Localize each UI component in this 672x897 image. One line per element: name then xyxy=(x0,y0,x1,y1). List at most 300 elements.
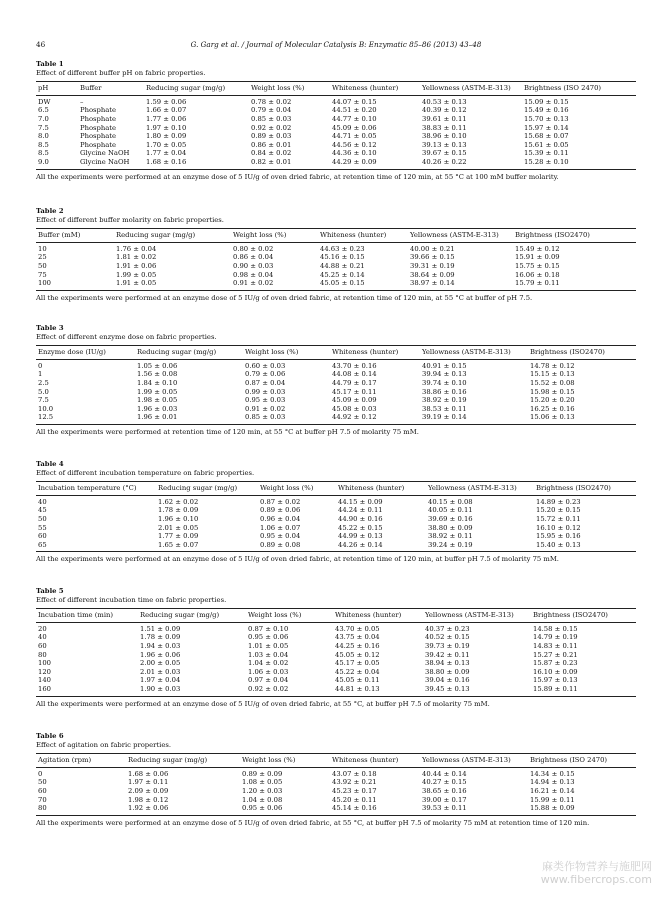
table-cell: 1.97 ± 0.10 xyxy=(146,123,187,132)
table-cell: 14.89 ± 0.23 xyxy=(536,497,581,506)
table-cell: 39.42 ± 0.11 xyxy=(425,650,470,659)
table-cell: 1.80 ± 0.09 xyxy=(146,132,187,141)
table-cell: 44.71 ± 0.05 xyxy=(332,132,377,141)
table-cell: 0.95 ± 0.06 xyxy=(240,804,330,815)
table-row xyxy=(36,668,636,677)
column-header: Weight loss (%) xyxy=(246,609,333,623)
table-row xyxy=(36,676,636,685)
table-footnote: All the experiments were performed at an enzyme dose of 5 IU/g of oven dried fabric, at retention time of 120 min, at buffer pH 7.5 of molarity 75 mM. xyxy=(36,555,559,564)
table-cell: 15.28 ± 0.10 xyxy=(522,158,636,169)
column-header: Weight loss (%) xyxy=(240,754,330,768)
table-cell: 15.68 ± 0.07 xyxy=(524,132,569,141)
table-cell: 1.68 ± 0.06 xyxy=(128,769,169,778)
table-cell: 16.21 ± 0.14 xyxy=(530,786,575,795)
table-cell: 2.09 ± 0.09 xyxy=(128,786,169,795)
table-cell: Phosphate xyxy=(80,132,117,141)
table-cell: 15.40 ± 0.13 xyxy=(534,541,636,552)
watermark xyxy=(541,860,652,886)
table-cell: 40 xyxy=(38,497,47,506)
table-cell: 15.97 ± 0.13 xyxy=(533,676,578,685)
table-footnote: All the experiments were performed at an enzyme dose of 5 IU/g of oven dried fabric, at 55 °C, at buffer pH 7.5 of molarity 75 mM at retention time of 120 min. xyxy=(36,818,590,827)
table-cell: 0.84 ± 0.02 xyxy=(251,149,292,158)
table-6 xyxy=(36,732,636,827)
table-cell: 0.78 ± 0.02 xyxy=(251,97,292,106)
table-caption: Effect of different incubation time on fabric properties. xyxy=(36,595,227,604)
table-cell: 2.01 ± 0.05 xyxy=(158,523,199,532)
column-header: Reducing sugar (mg/g) xyxy=(114,229,231,243)
table-cell: 39.04 ± 0.16 xyxy=(425,676,470,685)
table-cell: 44.63 ± 0.23 xyxy=(320,244,365,253)
table-row xyxy=(36,778,636,787)
table-cell: 45.09 ± 0.09 xyxy=(332,396,377,405)
table-cell: 55 xyxy=(38,523,47,532)
table-cell: 0.60 ± 0.03 xyxy=(245,361,286,370)
table-cell: 40.44 ± 0.14 xyxy=(422,769,467,778)
table-cell: 44.24 ± 0.11 xyxy=(338,506,383,515)
table-cell: 14.34 ± 0.15 xyxy=(530,769,575,778)
column-header: Whiteness (hunter) xyxy=(330,346,420,360)
table-cell: 1.59 ± 0.06 xyxy=(146,97,187,106)
column-header: Brightness (ISO2470) xyxy=(528,346,636,360)
table-4 xyxy=(36,460,636,564)
table-cell: 8.0 xyxy=(38,132,49,141)
table-cell: 38.83 ± 0.11 xyxy=(422,123,467,132)
table-cell: 1.94 ± 0.03 xyxy=(140,641,181,650)
table-cell: 40.26 ± 0.22 xyxy=(420,158,522,169)
table-caption: Effect of agitation on fabric properties. xyxy=(36,740,172,749)
table-cell: 38.92 ± 0.19 xyxy=(422,396,467,405)
data-table xyxy=(36,345,636,425)
table-cell: 39.69 ± 0.16 xyxy=(428,514,473,523)
table-cell: 0.85 ± 0.03 xyxy=(243,413,330,424)
column-header: Buffer (mM) xyxy=(36,229,114,243)
table-cell: 1.66 ± 0.07 xyxy=(146,106,187,115)
column-header: Incubation time (min) xyxy=(36,609,138,623)
table-row xyxy=(36,622,636,633)
table-cell: 45.05 ± 0.12 xyxy=(335,650,380,659)
table-row xyxy=(36,633,636,642)
column-header: Whiteness (hunter) xyxy=(330,82,420,96)
table-cell: 39.19 ± 0.14 xyxy=(420,413,528,424)
table-row xyxy=(36,396,636,405)
table-label: Table 2 xyxy=(36,207,64,215)
table-cell: 39.94 ± 0.13 xyxy=(422,370,467,379)
table-cell: 45.09 ± 0.06 xyxy=(332,123,377,132)
table-cell: Phosphate xyxy=(80,114,117,123)
table-cell: 40.05 ± 0.11 xyxy=(428,506,473,515)
table-caption: Effect of different buffer molarity on fabric properties. xyxy=(36,215,224,224)
table-cell: 43.07 ± 0.18 xyxy=(332,769,377,778)
table-cell: 38.64 ± 0.09 xyxy=(410,270,455,279)
table-row xyxy=(36,541,636,552)
table-cell: – xyxy=(80,97,84,106)
table-cell: 7.0 xyxy=(38,114,49,123)
column-header: Yellowness (ASTM-E-313) xyxy=(423,609,531,623)
table-cell: 40.39 ± 0.12 xyxy=(422,106,467,115)
table-cell: 15.75 ± 0.15 xyxy=(515,261,560,270)
column-header: Yellowness (ASTM-E-313) xyxy=(408,229,513,243)
table-cell: 40.53 ± 0.13 xyxy=(422,97,467,106)
table-cell: 40 xyxy=(38,633,47,642)
table-row xyxy=(36,279,636,290)
table-cell: 1.84 ± 0.10 xyxy=(137,378,178,387)
table-cell: 16.06 ± 0.18 xyxy=(515,270,560,279)
table-cell: 43.75 ± 0.04 xyxy=(335,633,380,642)
table-cell: 0.80 ± 0.02 xyxy=(233,244,274,253)
table-cell: 44.51 ± 0.20 xyxy=(332,106,377,115)
table-cell: 38.86 ± 0.16 xyxy=(422,387,467,396)
table-row xyxy=(36,659,636,668)
table-cell: 1.97 ± 0.11 xyxy=(128,778,169,787)
table-cell: 1.04 ± 0.08 xyxy=(242,795,283,804)
table-cell: 45.23 ± 0.17 xyxy=(332,786,377,795)
table-cell: 0.91 ± 0.02 xyxy=(245,404,286,413)
table-cell: 0.95 ± 0.04 xyxy=(260,532,301,541)
column-header: Whiteness (hunter) xyxy=(336,482,426,496)
table-cell: 1.65 ± 0.07 xyxy=(156,541,258,552)
table-cell: 45.25 ± 0.14 xyxy=(320,270,365,279)
table-cell: 39.53 ± 0.11 xyxy=(420,804,528,815)
table-cell: 1.70 ± 0.05 xyxy=(146,140,187,149)
table-cell: 45.17 ± 0.05 xyxy=(335,659,380,668)
table-cell: 10.0 xyxy=(38,404,54,413)
table-label: Table 6 xyxy=(36,732,64,740)
table-cell: 2.01 ± 0.03 xyxy=(140,667,181,676)
table-cell: 9.0 xyxy=(36,158,78,169)
table-cell: 40.27 ± 0.15 xyxy=(422,778,467,787)
table-cell: 6.5 xyxy=(38,106,49,115)
table-cell: 0 xyxy=(38,361,43,370)
table-cell: 12.5 xyxy=(36,413,135,424)
table-cell: 1.90 ± 0.03 xyxy=(138,685,246,696)
table-cell: 8.5 xyxy=(38,140,49,149)
table-cell: DW xyxy=(38,97,51,106)
table-cell: 45.05 ± 0.11 xyxy=(335,676,380,685)
data-table xyxy=(36,481,636,552)
column-header: Buffer xyxy=(78,82,144,96)
table-cell: 50 xyxy=(38,514,47,523)
table-cell: 70 xyxy=(38,795,47,804)
table-cell: 0.85 ± 0.03 xyxy=(251,114,292,123)
table-cell: 38.53 ± 0.11 xyxy=(422,404,467,413)
table-cell: 0.91 ± 0.02 xyxy=(231,279,318,290)
table-cell: 60 xyxy=(38,532,47,541)
column-header: Brightness (ISO2470) xyxy=(513,229,636,243)
table-cell: 44.79 ± 0.17 xyxy=(332,378,377,387)
table-row xyxy=(36,124,636,133)
table-cell: 39.74 ± 0.10 xyxy=(422,378,467,387)
table-cell: 15.97 ± 0.14 xyxy=(524,123,569,132)
table-cell: 15.61 ± 0.05 xyxy=(524,140,569,149)
table-cell: 15.79 ± 0.11 xyxy=(513,279,636,290)
table-cell: 15.88 ± 0.09 xyxy=(528,804,636,815)
table-cell: 39.31 ± 0.19 xyxy=(410,261,455,270)
table-cell: 45.05 ± 0.15 xyxy=(318,279,408,290)
table-cell: 1.06 ± 0.07 xyxy=(260,523,301,532)
journal-reference: G. Garg et al. / Journal of Molecular Catalysis B: Enzymatic 85–86 (2013) 43–48 xyxy=(190,40,482,49)
table-cell: 15.72 ± 0.11 xyxy=(536,514,581,523)
table-cell: 1.97 ± 0.04 xyxy=(140,676,181,685)
table-cell: 45.16 ± 0.15 xyxy=(320,253,365,262)
table-cell: 15.89 ± 0.11 xyxy=(531,685,636,696)
table-cell: Phosphate xyxy=(80,106,117,115)
table-header-row xyxy=(36,82,636,96)
column-header: Weight loss (%) xyxy=(243,346,330,360)
table-cell: 1.96 ± 0.03 xyxy=(137,404,178,413)
column-header: Yellowness (ASTM-E-313) xyxy=(426,482,534,496)
table-cell: 43.70 ± 0.16 xyxy=(332,361,377,370)
table-cell: Glycine NaOH xyxy=(80,149,130,158)
watermark-title: 麻类作物营养与施肥网 xyxy=(542,860,652,873)
table-cell: 38.94 ± 0.13 xyxy=(425,659,470,668)
table-cell: 1.68 ± 0.16 xyxy=(144,158,249,169)
table-cell: 43.70 ± 0.05 xyxy=(335,624,380,633)
column-header: Reducing sugar (mg/g) xyxy=(135,346,243,360)
table-cell: 45.20 ± 0.11 xyxy=(332,795,377,804)
table-cell: 1.77 ± 0.06 xyxy=(146,114,187,123)
column-header: Yellowness (ASTM-E-313) xyxy=(420,754,528,768)
table-cell: 45.17 ± 0.11 xyxy=(332,387,377,396)
table-cell: 1.99 ± 0.05 xyxy=(137,387,178,396)
table-cell: 0.92 ± 0.02 xyxy=(251,123,292,132)
table-cell: 44.56 ± 0.12 xyxy=(332,140,377,149)
table-2 xyxy=(36,207,636,302)
column-header: Weight loss (%) xyxy=(231,229,318,243)
table-cell: 0.98 ± 0.04 xyxy=(233,270,274,279)
table-cell: 0.87 ± 0.04 xyxy=(245,378,286,387)
table-row xyxy=(36,767,636,778)
table-cell: 1.77 ± 0.04 xyxy=(146,149,187,158)
table-label: Table 1 xyxy=(36,60,64,68)
table-cell: 0.82 ± 0.01 xyxy=(249,158,330,169)
table-cell: 1.92 ± 0.06 xyxy=(126,804,240,815)
table-cell: 44.08 ± 0.14 xyxy=(332,370,377,379)
table-footnote: All the experiments were performed at an enzyme dose of 5 IU/g of oven dried fabric, at retention time of 120 min, at 55 °C at buffer of pH 7.5. xyxy=(36,293,533,302)
table-cell: 0.89 ± 0.03 xyxy=(251,132,292,141)
table-cell: 8.5 xyxy=(38,149,49,158)
table-row xyxy=(36,141,636,150)
table-caption: Effect of different buffer pH on fabric properties. xyxy=(36,68,206,77)
table-cell: 44.81 ± 0.13 xyxy=(333,685,423,696)
table-cell: 44.88 ± 0.21 xyxy=(320,261,365,270)
table-cell: 44.36 ± 0.10 xyxy=(332,149,377,158)
table-cell: 15.91 ± 0.09 xyxy=(515,253,560,262)
table-cell: 1.98 ± 0.05 xyxy=(137,396,178,405)
table-cell: 38.97 ± 0.14 xyxy=(408,279,513,290)
table-row xyxy=(36,158,636,169)
table-cell: 0.79 ± 0.06 xyxy=(245,370,286,379)
table-cell: 44.07 ± 0.15 xyxy=(332,97,377,106)
table-cell: 1.01 ± 0.05 xyxy=(248,641,289,650)
table-header-row xyxy=(36,482,636,496)
table-caption: Effect of different enzyme dose on fabric properties. xyxy=(36,332,217,341)
table-cell: 1.03 ± 0.04 xyxy=(248,650,289,659)
column-header: Incubation temperature (°C) xyxy=(36,482,156,496)
column-header: Yellowness (ASTM-E-313) xyxy=(420,346,528,360)
column-header: Reducing sugar (mg/g) xyxy=(138,609,246,623)
data-table xyxy=(36,228,636,291)
table-cell: 43.92 ± 0.21 xyxy=(332,778,377,787)
table-cell: 0.89 ± 0.08 xyxy=(258,541,336,552)
column-header: pH xyxy=(36,82,78,96)
table-row xyxy=(36,262,636,271)
table-cell: 15.52 ± 0.08 xyxy=(530,378,575,387)
column-header: Whiteness (hunter) xyxy=(333,609,423,623)
table-cell: 0.97 ± 0.04 xyxy=(248,676,289,685)
table-cell: 14.78 ± 0.12 xyxy=(530,361,575,370)
watermark-url: www.fibercrops.com xyxy=(540,873,652,886)
table-cell: 44.90 ± 0.16 xyxy=(338,514,383,523)
table-cell: 16.10 ± 0.09 xyxy=(533,667,578,676)
table-label: Table 5 xyxy=(36,587,64,595)
table-cell: 2.00 ± 0.05 xyxy=(140,659,181,668)
table-cell: 15.20 ± 0.20 xyxy=(530,396,575,405)
data-table xyxy=(36,753,636,816)
table-cell: 1.91 ± 0.06 xyxy=(116,261,157,270)
table-cell: 40.15 ± 0.08 xyxy=(428,497,473,506)
table-cell: Glycine NaOH xyxy=(78,158,144,169)
table-cell: 39.73 ± 0.19 xyxy=(425,641,470,650)
table-cell: 0.86 ± 0.01 xyxy=(251,140,292,149)
table-cell: 60 xyxy=(38,786,47,795)
table-cell: 100 xyxy=(36,279,114,290)
table-cell: 1.56 ± 0.08 xyxy=(137,370,178,379)
table-cell: 40.00 ± 0.21 xyxy=(410,244,455,253)
table-row xyxy=(36,95,636,106)
table-row xyxy=(36,106,636,115)
table-cell: 39.45 ± 0.13 xyxy=(423,685,531,696)
table-cell: 1.08 ± 0.05 xyxy=(242,778,283,787)
table-row xyxy=(36,413,636,424)
table-cell: 80 xyxy=(38,650,47,659)
page-header xyxy=(36,40,636,52)
table-cell: 15.98 ± 0.15 xyxy=(530,387,575,396)
table-cell: 44.29 ± 0.09 xyxy=(330,158,420,169)
table-row xyxy=(36,506,636,515)
table-cell: 160 xyxy=(36,685,138,696)
table-cell: 44.77 ± 0.10 xyxy=(332,114,377,123)
table-row xyxy=(36,253,636,262)
table-header-row xyxy=(36,609,636,623)
table-cell: 2.5 xyxy=(38,378,49,387)
table-cell: 40.37 ± 0.23 xyxy=(425,624,470,633)
table-cell: 1.78 ± 0.09 xyxy=(140,633,181,642)
table-cell: 50 xyxy=(38,778,47,787)
table-cell: 15.99 ± 0.11 xyxy=(530,795,575,804)
table-cell: 0.95 ± 0.03 xyxy=(245,396,286,405)
column-header: Whiteness (hunter) xyxy=(330,754,420,768)
table-cell: 0.99 ± 0.03 xyxy=(245,387,286,396)
table-cell: 1.78 ± 0.09 xyxy=(158,506,199,515)
table-cell: 0.90 ± 0.03 xyxy=(233,261,274,270)
table-cell: 15.20 ± 0.15 xyxy=(536,506,581,515)
table-cell: 1.98 ± 0.12 xyxy=(128,795,169,804)
column-header: Yellowness (ASTM-E-313) xyxy=(420,82,522,96)
column-header: Weight loss (%) xyxy=(249,82,330,96)
table-1 xyxy=(36,60,636,181)
table-cell: 15.49 ± 0.12 xyxy=(515,244,560,253)
table-row xyxy=(36,149,636,158)
table-cell: 60 xyxy=(38,641,47,650)
table-cell: Phosphate xyxy=(80,123,117,132)
column-header: Whiteness (hunter) xyxy=(318,229,408,243)
table-row xyxy=(36,370,636,379)
table-cell: 1.96 ± 0.06 xyxy=(140,650,181,659)
table-3 xyxy=(36,324,636,437)
column-header: Weight loss (%) xyxy=(258,482,336,496)
table-cell: 38.80 ± 0.09 xyxy=(428,523,473,532)
table-cell: 1.76 ± 0.04 xyxy=(116,244,157,253)
table-label: Table 4 xyxy=(36,460,64,468)
table-cell: 38.96 ± 0.10 xyxy=(422,132,467,141)
table-header-row xyxy=(36,346,636,360)
table-cell: 0.92 ± 0.02 xyxy=(246,685,333,696)
table-row xyxy=(36,796,636,805)
table-row xyxy=(36,804,636,815)
table-row xyxy=(36,787,636,796)
table-cell: 38.92 ± 0.11 xyxy=(428,532,473,541)
table-cell: 20 xyxy=(38,624,47,633)
table-cell: 45.22 ± 0.04 xyxy=(335,667,380,676)
column-header: Enzyme dose (IU/g) xyxy=(36,346,135,360)
table-header-row xyxy=(36,229,636,243)
table-cell: 1 xyxy=(38,370,43,379)
table-cell: 15.27 ± 0.21 xyxy=(533,650,578,659)
table-row xyxy=(36,388,636,397)
table-row xyxy=(36,524,636,533)
table-cell: 15.49 ± 0.16 xyxy=(524,106,569,115)
column-header: Reducing sugar (mg/g) xyxy=(156,482,258,496)
table-cell: 44.26 ± 0.14 xyxy=(336,541,426,552)
table-footnote: All the experiments were performed at retention time of 120 min, at 55 °C at buffer pH 7.5 of molarity 75 mM. xyxy=(36,427,419,436)
table-cell: 0.89 ± 0.09 xyxy=(242,769,283,778)
table-row xyxy=(36,515,636,524)
table-cell: 39.24 ± 0.19 xyxy=(426,541,534,552)
table-cell: 44.92 ± 0.12 xyxy=(330,413,420,424)
table-cell: 14.83 ± 0.11 xyxy=(533,641,578,650)
table-5 xyxy=(36,587,636,708)
table-cell: 38.65 ± 0.16 xyxy=(422,786,467,795)
table-header-row xyxy=(36,754,636,768)
table-cell: 0.79 ± 0.04 xyxy=(251,106,292,115)
column-header: Brightness (ISO 2470) xyxy=(528,754,636,768)
data-table xyxy=(36,608,636,696)
table-cell: 39.13 ± 0.13 xyxy=(422,140,467,149)
table-cell: 15.39 ± 0.11 xyxy=(524,149,569,158)
table-caption: Effect of different incubation temperature on fabric properties. xyxy=(36,468,255,477)
table-cell: 1.96 ± 0.10 xyxy=(158,514,199,523)
table-row xyxy=(36,685,636,696)
table-cell: Phosphate xyxy=(80,140,117,149)
table-cell: 50 xyxy=(38,261,47,270)
table-cell: 1.04 ± 0.02 xyxy=(248,659,289,668)
table-cell: 0.87 ± 0.02 xyxy=(260,497,301,506)
table-cell: 15.06 ± 0.13 xyxy=(528,413,636,424)
table-cell: 7.5 xyxy=(38,396,49,405)
table-cell: 1.05 ± 0.06 xyxy=(137,361,178,370)
table-cell: 14.58 ± 0.15 xyxy=(533,624,578,633)
table-cell: 0.96 ± 0.04 xyxy=(260,514,301,523)
table-cell: 1.51 ± 0.09 xyxy=(140,624,181,633)
table-cell: 75 xyxy=(38,270,47,279)
table-label: Table 3 xyxy=(36,324,64,332)
table-cell: 0.95 ± 0.06 xyxy=(248,633,289,642)
table-cell: 15.95 ± 0.16 xyxy=(536,532,581,541)
table-cell: 0.87 ± 0.10 xyxy=(248,624,289,633)
table-cell: 14.94 ± 0.13 xyxy=(530,778,575,787)
table-cell: 25 xyxy=(38,253,47,262)
column-header: Reducing sugar (mg/g) xyxy=(144,82,249,96)
